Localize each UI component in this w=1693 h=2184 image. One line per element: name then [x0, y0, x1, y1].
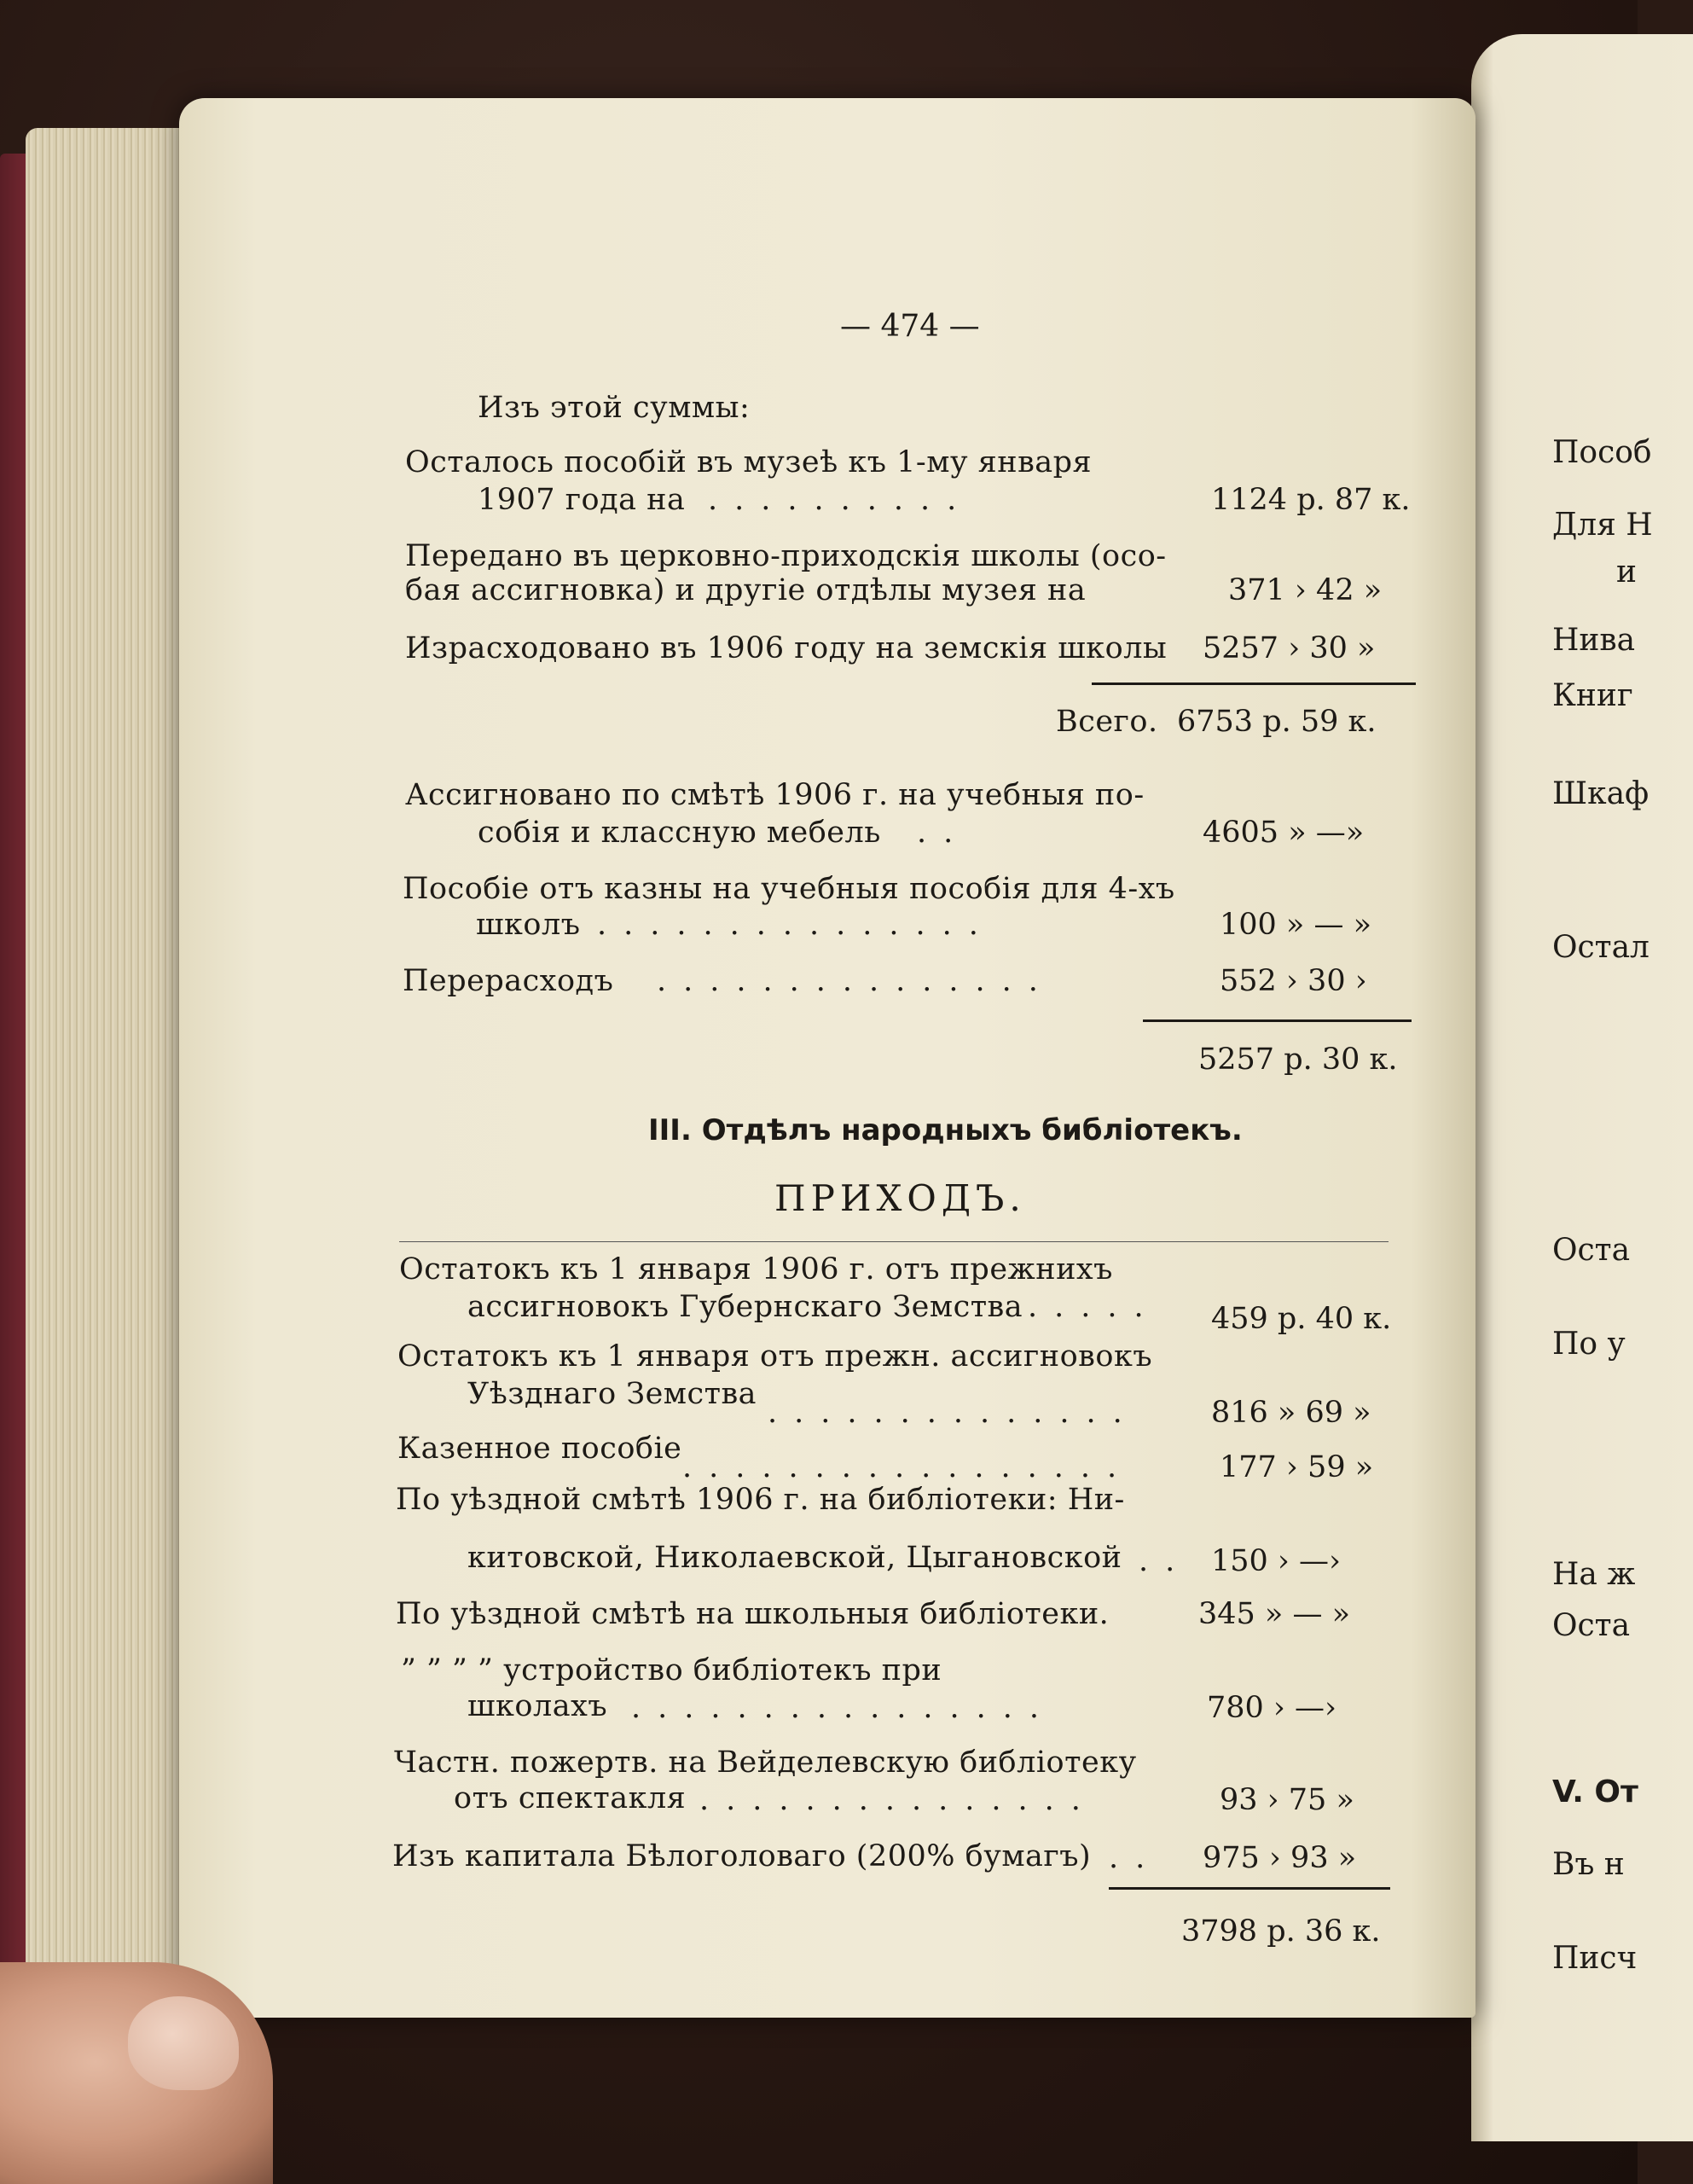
entry-amount: 1124 р. 87 к.	[1211, 483, 1411, 517]
facing-fragment: Книг	[1552, 678, 1633, 713]
entry-amount: 975 › 93 »	[1203, 1841, 1357, 1875]
total-amount: 3798 р. 36 к.	[1181, 1914, 1381, 1949]
facing-fragment: По у	[1552, 1327, 1626, 1362]
entry-line: 1907 года на	[478, 483, 686, 517]
entry-line: ” ” ” ” устройство библіотекъ при	[401, 1653, 942, 1687]
sum-rule	[1143, 1019, 1412, 1022]
facing-fragment: Оста	[1552, 1608, 1631, 1643]
facing-fragment: Писч	[1552, 1941, 1638, 1976]
total-amount: 5257 р. 30 к.	[1198, 1043, 1398, 1077]
facing-fragment: Пособ	[1552, 435, 1652, 470]
section-title: III. Отдѣлъ народныхъ библіотекъ.	[648, 1113, 1243, 1147]
facing-fragment: Оста	[1552, 1233, 1631, 1268]
entry-line: Ассигновано по смѣтѣ 1906 г. на учебныя по-	[405, 778, 1145, 812]
entry-line: Уѣзднаго Земства	[467, 1377, 757, 1411]
entry-line: собія и классную мебель	[478, 816, 881, 850]
table-rule	[399, 1241, 1389, 1242]
facing-fragment: Нива	[1552, 623, 1636, 658]
facing-fragment: На ж	[1552, 1557, 1636, 1592]
entry-amount: 816 » 69 »	[1211, 1396, 1371, 1430]
leader-dots: ...............	[699, 1783, 1098, 1817]
facing-fragment: и	[1616, 555, 1637, 590]
page-number: — 474 —	[840, 309, 980, 344]
thumbnail	[128, 1996, 239, 2090]
entry-line: Остатокъ къ 1 января 1906 г. отъ прежнихъ	[399, 1252, 1113, 1287]
facing-fragment: V. От	[1552, 1774, 1638, 1809]
leader-dots: ..........	[708, 483, 974, 517]
thumb	[0, 1962, 273, 2184]
leader-dots: ...............	[597, 908, 995, 942]
entry-line: Перерасходъ	[403, 964, 614, 998]
entry-line: Частн. пожертв. на Вейделевскую библіотеку	[394, 1745, 1137, 1780]
entry-amount: 150 › —›	[1211, 1544, 1342, 1578]
entry-amount: 177 › 59 »	[1220, 1450, 1374, 1484]
leader-dots: ..	[1139, 1544, 1192, 1578]
page-edges	[26, 128, 205, 2005]
facing-fragment: Шкаф	[1552, 776, 1650, 811]
entry-line: Казенное пособіе	[397, 1432, 682, 1466]
sum-rule	[1092, 682, 1416, 685]
entry-line: отъ спектакля	[454, 1781, 687, 1815]
leader-dots: ..	[1109, 1841, 1162, 1875]
entry-amount: 100 » — »	[1220, 908, 1372, 942]
entry-amount: 4605 » —»	[1203, 816, 1365, 850]
entry-line: По уѣздной смѣтѣ 1906 г. на библіотеки: Ни-	[396, 1483, 1125, 1517]
facing-page	[1471, 34, 1693, 2141]
leader-dots: ..............	[768, 1396, 1139, 1430]
entry-line: Остатокъ къ 1 января отъ прежн. ассигновокъ	[397, 1339, 1153, 1374]
entry-line: школахъ	[467, 1689, 608, 1723]
entry-amount: 780 › —›	[1207, 1691, 1337, 1725]
entry-amount: 459 р. 40 к.	[1211, 1302, 1392, 1336]
sum-rule	[1109, 1887, 1390, 1890]
entry-amount: 5257 › 30 »	[1203, 631, 1376, 665]
entry-line: ассигновокъ Губернскаго Земства	[467, 1290, 1023, 1324]
entry-line: Передано въ церковно-приходскія школы (осо-	[405, 539, 1167, 573]
entry-line: школъ	[476, 908, 581, 942]
entry-line: По уѣздной смѣтѣ на школьныя библіотеки.	[396, 1597, 1110, 1631]
entry-line: бая ассигновка) и другіе отдѣлы музея на	[405, 573, 1087, 607]
leader-dots: ..	[917, 816, 971, 850]
entry-line: Осталось пособій въ музеѣ къ 1-му января	[405, 445, 1093, 479]
facing-fragment: Остал	[1552, 930, 1650, 965]
entry-amount: 552 › 30 ›	[1220, 964, 1367, 998]
total-label: Всего.	[1056, 705, 1158, 739]
entry-amount: 93 › 75 »	[1220, 1783, 1354, 1817]
entry-amount: 371 › 42 »	[1228, 573, 1383, 607]
entry-line: Пособіе отъ казны на учебныя пособія для 4-хъ	[403, 872, 1175, 906]
intro-text: Изъ этой суммы:	[478, 391, 751, 425]
leader-dots: ................	[631, 1691, 1057, 1725]
entry-line: Израсходовано въ 1906 году на земскія школы	[405, 631, 1168, 665]
entry-amount: 345 » — »	[1198, 1597, 1351, 1631]
entry-line: китовской, Николаевской, Цыгановской	[467, 1541, 1122, 1575]
leader-dots: .................	[682, 1450, 1134, 1484]
facing-fragment: Въ н	[1552, 1847, 1625, 1882]
entry-line: Изъ капитала Бѣлоголоваго (200% бумагъ)	[392, 1839, 1092, 1873]
total-amount: 6753 р. 59 к.	[1177, 705, 1377, 739]
leader-dots: ...............	[657, 964, 1055, 998]
leader-dots: .....	[1028, 1290, 1161, 1324]
facing-fragment: Для Н	[1552, 508, 1653, 543]
income-heading: ПРИХОДЪ.	[774, 1177, 1026, 1219]
